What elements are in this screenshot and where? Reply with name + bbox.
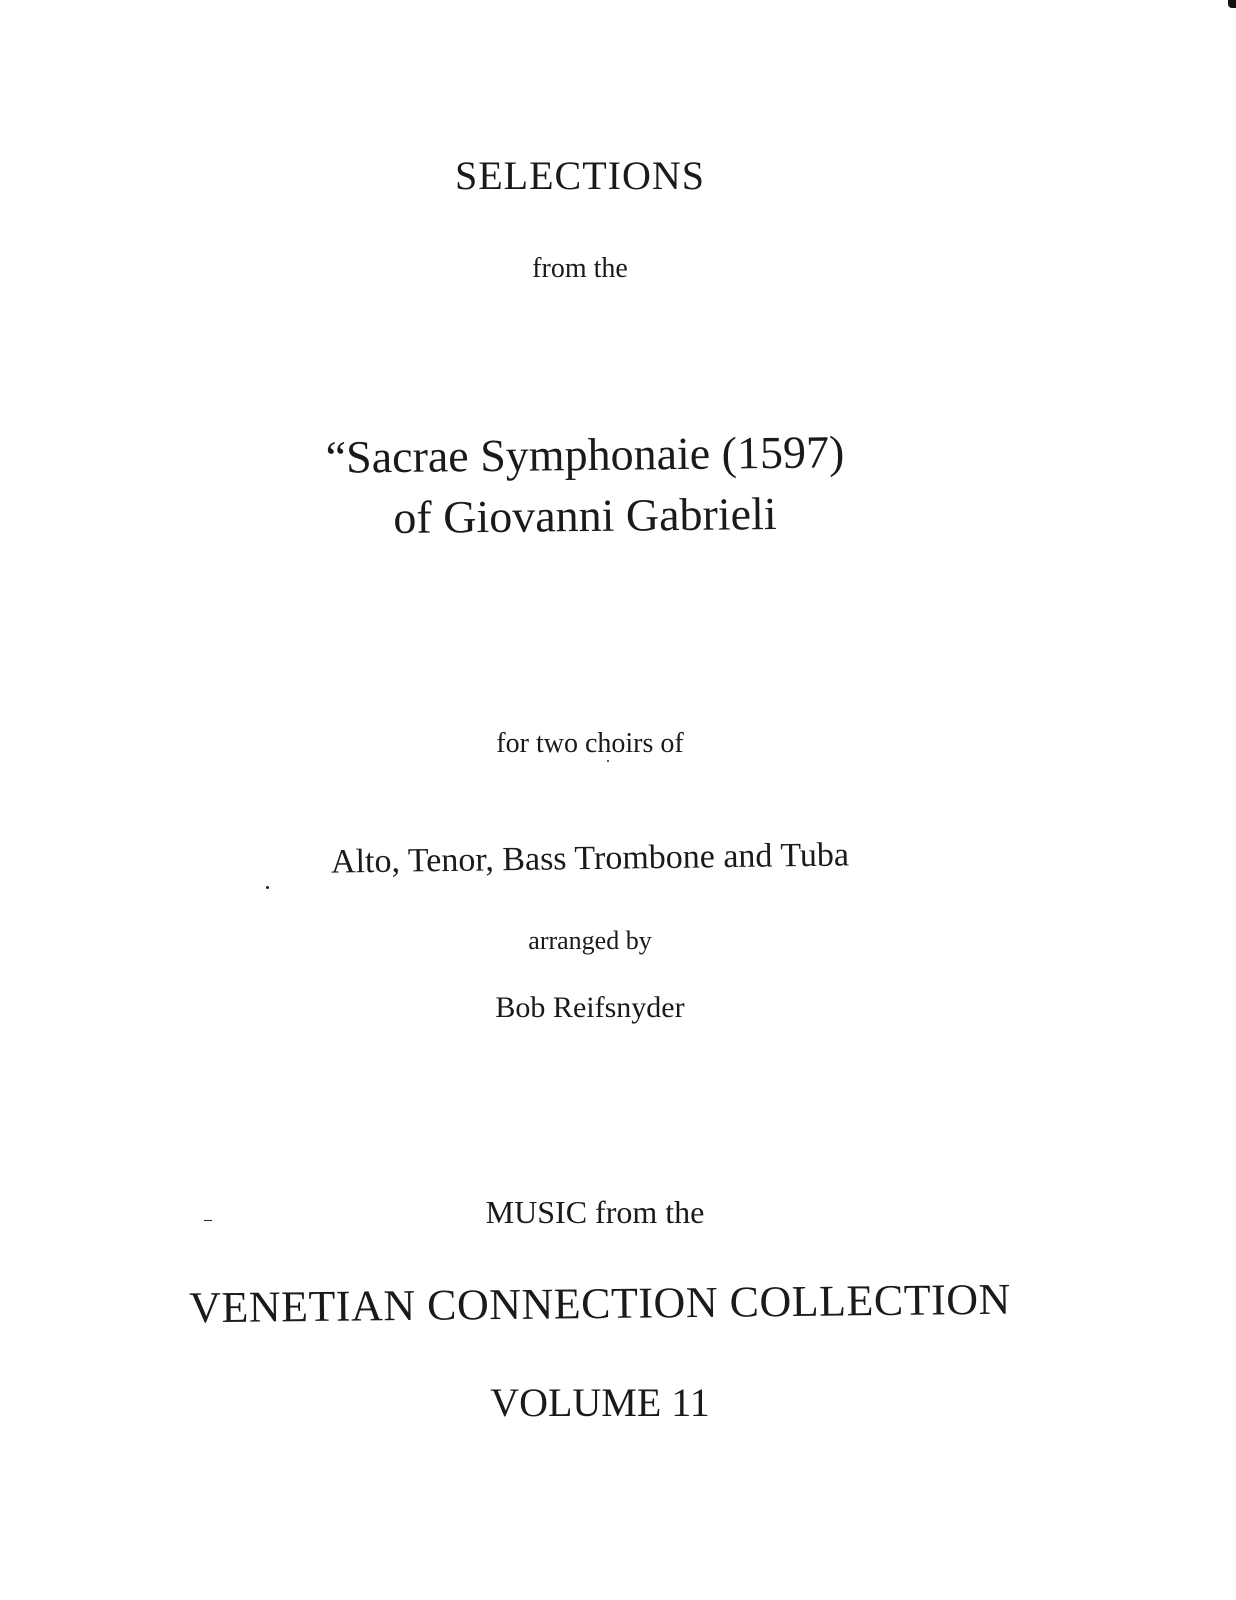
arranged-by-label: arranged by xyxy=(528,926,652,955)
work-title-line-1: “Sacrae Symphonaie (1597) xyxy=(325,426,845,483)
instrumentation: Alto, Tenor, Bass Trombone and Tuba xyxy=(330,836,850,881)
scan-speck-3 xyxy=(607,760,609,762)
scan-speck-2 xyxy=(204,1220,212,1221)
work-title-line-2: of Giovanni Gabrieli xyxy=(393,487,777,544)
collection-name: VENETIAN CONNECTION COLLECTION xyxy=(188,1274,1011,1333)
page-subheading: from the xyxy=(532,253,628,284)
scan-corner-mark xyxy=(1228,0,1236,8)
series-intro: MUSIC from the xyxy=(485,1194,705,1230)
page-heading: SELECTIONS xyxy=(455,153,705,198)
scan-speck-1 xyxy=(266,886,269,889)
scoring-intro: for two choirs of xyxy=(496,728,684,759)
volume-number: VOLUME 11 xyxy=(490,1380,710,1425)
arranger-name: Bob Reifsnyder xyxy=(495,991,685,1024)
